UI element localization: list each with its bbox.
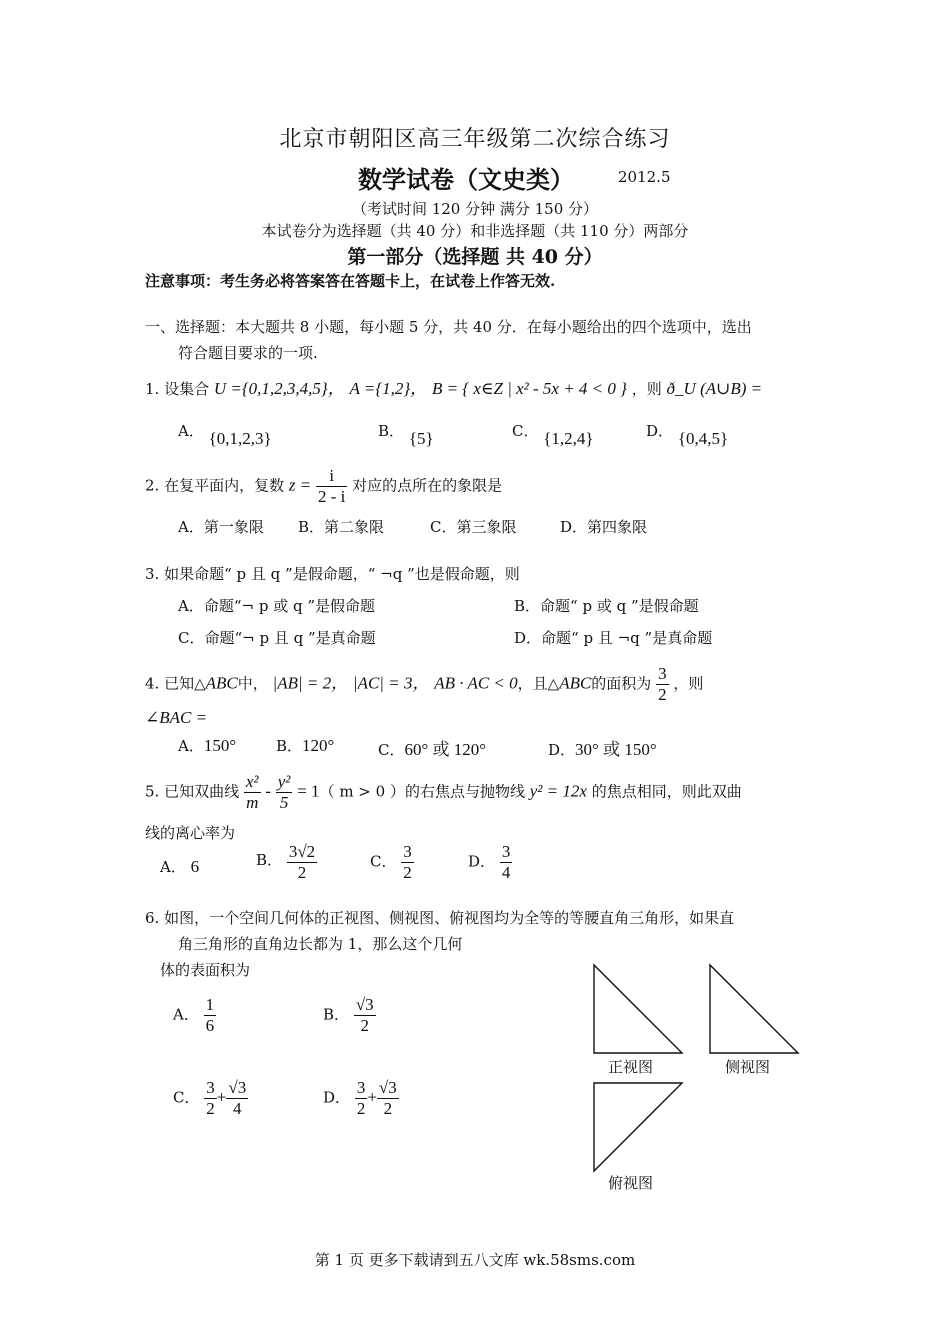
fraction-denominator: 2	[360, 1016, 369, 1035]
time-info: （考试时间 120 分钟 满分 150 分）	[351, 200, 599, 218]
option-value: 命题“¬ p 且 q ”是真命题	[204, 629, 376, 647]
q5-prefix: 5. 已知双曲线	[145, 782, 240, 801]
q6-line1: 6. 如图，一个空间几何体的正视图、侧视图、俯视图均为全等的等腰直角三角形，如果直	[145, 909, 735, 927]
fraction-numerator: i	[316, 466, 347, 487]
q2-z: z =	[288, 475, 312, 495]
option-value: 60° 或 120°	[404, 740, 487, 759]
plus-sign: +	[216, 1087, 227, 1107]
q5-suffix: 的焦点相同，则此双曲	[591, 782, 742, 801]
fraction-denominator: 5	[279, 793, 289, 812]
fraction-numerator: 3	[206, 1078, 215, 1097]
fraction-numerator: 3	[403, 842, 412, 861]
fraction-denominator: 2	[383, 1099, 393, 1118]
q5-option-d	[468, 842, 512, 883]
q1-expr: ð_U (A∪B) =	[666, 379, 763, 398]
option-fraction	[204, 995, 217, 1036]
option-value: 第三象限	[456, 518, 517, 536]
q6-option-a	[173, 995, 216, 1036]
option-label: B．	[298, 518, 325, 536]
option-label: D．	[560, 518, 588, 536]
q4-option-a	[178, 735, 236, 756]
q3-option-d	[514, 627, 712, 648]
fraction-numerator: √3	[355, 995, 374, 1014]
q4-stem	[145, 664, 703, 705]
q6-line3: 体的表面积为	[160, 961, 251, 979]
q5-condition: （ m > 0 ）的右焦点与抛物线	[319, 782, 525, 801]
option-value: 第一象限	[203, 518, 264, 536]
q6-option-b	[323, 995, 376, 1036]
q4-fraction	[656, 664, 669, 705]
option-label: D．	[548, 741, 576, 759]
q2-option-a	[178, 516, 264, 537]
q4-option-b	[276, 735, 334, 756]
option-fraction	[401, 842, 414, 883]
q2-fraction	[316, 466, 347, 507]
q1-set-a: A ={1,2}，	[349, 379, 428, 398]
q2-option-c	[430, 516, 517, 537]
option-label: C．	[370, 852, 397, 871]
fraction-denominator: 2	[297, 863, 307, 882]
q5-parabola: y² = 12x	[529, 781, 587, 801]
option-fraction	[377, 1078, 399, 1119]
option-fraction	[287, 842, 317, 883]
q2-suffix: 对应的点所在的象限是	[352, 476, 503, 495]
fraction-numerator: 3	[658, 664, 667, 683]
option-value: {5}	[408, 429, 434, 448]
option-label: C．	[430, 518, 457, 536]
q3-option-c	[178, 627, 376, 648]
triangle-abc: ABC	[205, 673, 238, 693]
q1-option-c	[512, 420, 594, 448]
fraction-numerator: 3	[356, 1078, 366, 1097]
option-label: D．	[514, 629, 542, 647]
q4-text: 中，	[237, 674, 268, 693]
exam-date: 2012.5	[618, 168, 671, 186]
q4-ab: |AB| = 2，	[272, 673, 349, 693]
top-view-triangle	[594, 1083, 682, 1171]
fraction-denominator: 2 - i	[318, 487, 346, 506]
q5-line2: 线的离心率为	[145, 824, 236, 842]
fraction-numerator: 3√2	[288, 842, 316, 861]
q4-dot: AB · AC < 0	[434, 673, 518, 693]
fraction-numerator: 1	[205, 995, 215, 1014]
fraction-numerator: y²	[277, 772, 291, 791]
fraction-numerator: √3	[378, 1078, 397, 1097]
exam-subtitle: 数学试卷（文史类）	[358, 165, 574, 194]
option-fraction	[355, 1078, 368, 1119]
option-value: 6	[190, 857, 200, 876]
option-label: C．	[173, 1088, 200, 1107]
front-view-triangle	[594, 965, 682, 1053]
fraction-denominator: 2	[206, 1099, 215, 1118]
option-label: A．	[173, 1005, 199, 1024]
fraction-denominator: 4	[233, 1099, 242, 1118]
option-fraction	[500, 842, 513, 883]
option-label: A．	[160, 858, 186, 876]
side-view-triangle	[710, 965, 798, 1053]
q4-prefix: 4. 已知△	[145, 674, 206, 693]
q1-set-u: U ={0,1,2,3,4,5}，	[213, 379, 345, 398]
q5-fraction-y	[276, 772, 293, 813]
q6-option-d	[323, 1078, 399, 1119]
top-view-label: 俯视图	[608, 1174, 654, 1192]
option-label: B．	[378, 422, 405, 440]
fraction-denominator: 4	[501, 863, 511, 882]
option-value: {1,2,4}	[543, 429, 594, 448]
q4-line2: ∠BAC =	[145, 708, 208, 727]
option-value: 150°	[203, 736, 237, 755]
option-label: A．	[178, 422, 204, 440]
q4-option-c	[378, 735, 486, 760]
page-footer: 第 1 页 更多下载请到五八文库 wk.58sms.com	[314, 1251, 636, 1269]
option-value: 命题“ p 且 ¬q ”是真命题	[541, 629, 713, 647]
section-instructions-line1: 一、选择题：本大题共 8 小题，每小题 5 分，共 40 分．在每小题给出的四个选项中，选出	[145, 318, 752, 336]
fraction-denominator: 2	[356, 1099, 366, 1118]
q1-option-a	[178, 420, 272, 448]
part-title: 第一部分（选择题 共 40 分）	[347, 246, 603, 268]
q4-option-d	[548, 735, 657, 760]
q4-text: 的面积为	[591, 674, 652, 693]
fraction-numerator: √3	[228, 1078, 247, 1097]
q1-option-b	[378, 420, 434, 448]
option-label: B．	[323, 1005, 350, 1024]
option-label: D．	[323, 1088, 351, 1107]
option-value: 命题“ p 或 q ”是假命题	[540, 597, 699, 615]
q2-option-b	[298, 516, 384, 537]
option-label: B．	[256, 850, 283, 869]
fraction-denominator: m	[246, 793, 259, 812]
option-label: B．	[276, 737, 303, 755]
q5-option-a	[160, 856, 199, 877]
option-label: B．	[514, 597, 541, 615]
q6-option-c	[173, 1078, 248, 1119]
section-instructions-line2: 符合题目要求的一项.	[178, 344, 318, 362]
option-fraction	[226, 1078, 248, 1119]
q3-option-b	[514, 595, 699, 616]
option-value: {0,1,2,3}	[208, 429, 272, 448]
option-label: D．	[646, 422, 674, 440]
q2-stem	[145, 466, 502, 507]
option-label: D．	[468, 852, 496, 871]
fraction-numerator: 3	[501, 842, 511, 861]
option-fraction	[354, 995, 376, 1036]
q3-stem: 3. 如果命题“ p 且 q ”是假命题，“ ¬q ”也是假命题，则	[145, 565, 520, 583]
fraction-denominator: 6	[205, 1016, 215, 1035]
option-value: 第二象限	[324, 518, 385, 536]
minus-sign: -	[265, 781, 271, 801]
option-label: A．	[178, 597, 204, 615]
fraction-denominator: 2	[658, 685, 667, 704]
option-value: 第四象限	[587, 518, 648, 536]
q5-stem	[145, 772, 742, 813]
q1-set-b: B = { x∈Z | x² - 5x + 4 < 0 }	[431, 379, 627, 398]
triangle-abc: ABC	[559, 673, 592, 693]
option-value: 命题“¬ p 或 q ”是假命题	[203, 597, 376, 615]
option-label: C．	[178, 629, 205, 647]
q4-text: ，且△	[517, 674, 560, 693]
option-label: A．	[178, 518, 204, 536]
q1-option-d	[646, 420, 729, 448]
q1-stem	[145, 374, 762, 399]
front-view-label: 正视图	[608, 1058, 654, 1076]
q2-prefix: 2. 在复平面内，复数	[145, 476, 285, 495]
side-view-label: 侧视图	[725, 1058, 771, 1076]
q5-option-c	[370, 842, 414, 883]
q1-prefix: 1. 设集合	[145, 380, 210, 398]
option-label: C．	[512, 422, 539, 440]
option-value: 120°	[302, 736, 335, 755]
option-fraction	[204, 1078, 217, 1119]
structure-info: 本试卷分为选择题（共 40 分）和非选择题（共 110 分）两部分	[261, 222, 689, 240]
fraction-numerator: x²	[245, 772, 259, 791]
equals-one: = 1	[297, 781, 320, 801]
q1-then: ，则	[631, 380, 662, 398]
plus-sign: +	[367, 1087, 377, 1107]
fraction-denominator: 2	[403, 863, 412, 882]
q4-then: ，则	[673, 674, 704, 693]
option-value: 30° 或 150°	[575, 740, 657, 759]
q4-ac: |AC| = 3，	[352, 673, 430, 693]
q3-option-a	[178, 595, 375, 616]
q5-option-b	[256, 842, 317, 883]
notice: 注意事项：考生务必将答案答在答题卡上，在试卷上作答无效.	[145, 272, 556, 290]
option-label: A．	[178, 737, 204, 755]
exam-title: 北京市朝阳区高三年级第二次综合练习	[279, 127, 671, 152]
q2-option-d	[560, 516, 647, 537]
option-value: {0,4,5}	[677, 429, 729, 448]
option-label: C．	[378, 741, 405, 759]
q5-fraction-x	[244, 772, 261, 813]
q6-line2: 角三角形的直角边长都为 1，那么这个几何	[178, 935, 463, 953]
